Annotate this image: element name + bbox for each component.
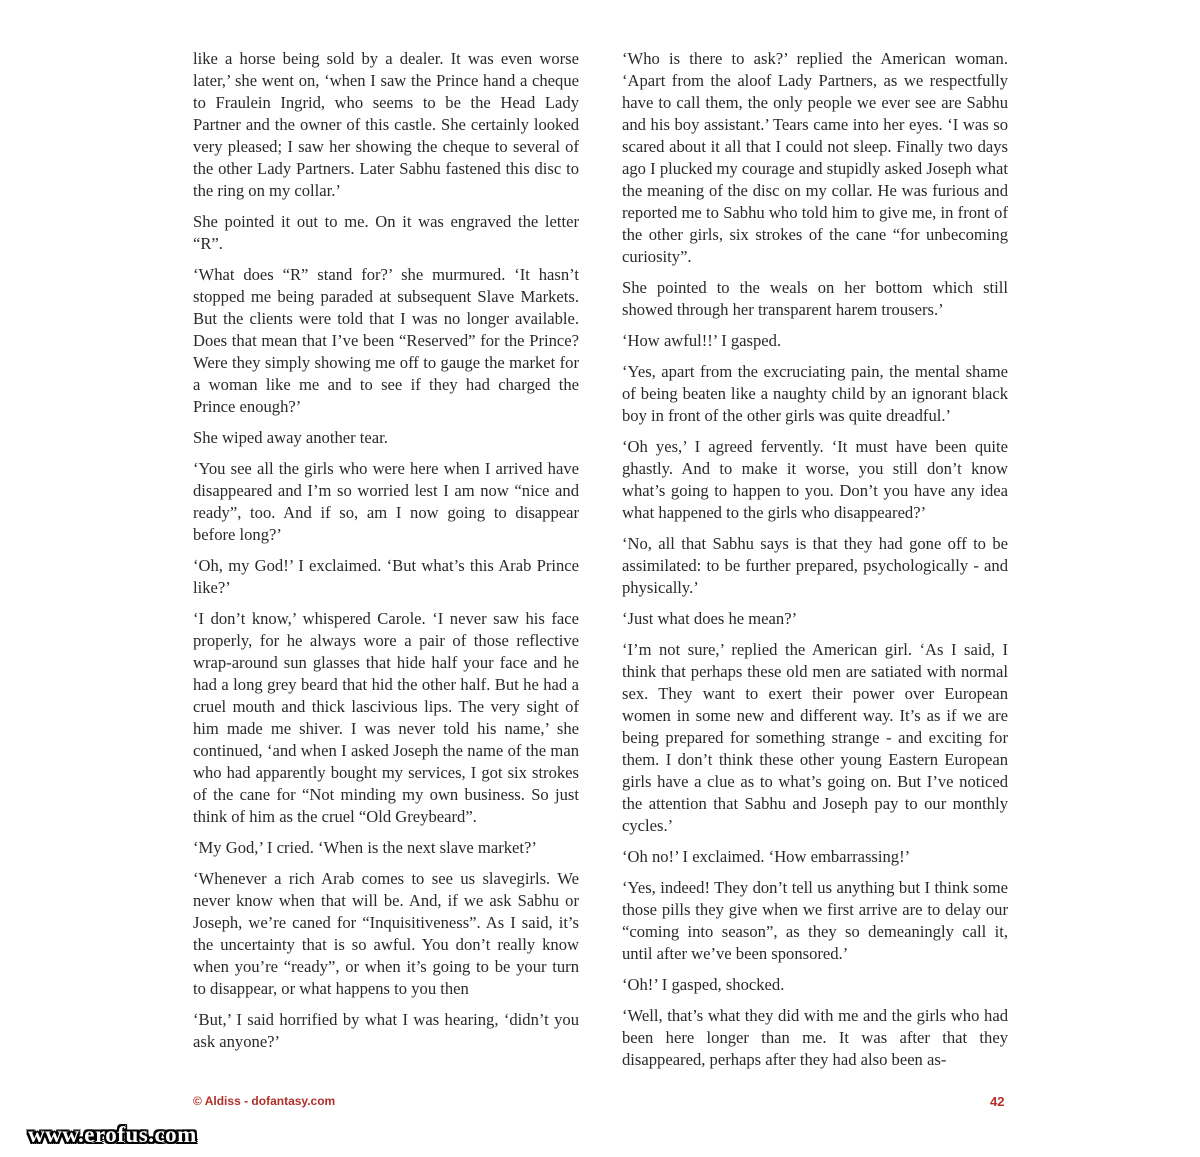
paragraph: She wiped away another tear.	[193, 428, 388, 447]
paragraph: ‘Yes, apart from the excruciating pain, the mental shame of being beaten like a naughty child by an ignorant black boy in front of the other girls was quite dreadful.’	[622, 362, 1008, 425]
paragraph: ‘My God,’ I cried. ‘When is the next slave market?’	[193, 838, 537, 857]
paragraph: like a horse being sold by a dealer. It was even worse later,’ she went on, ‘when I saw the Prince hand a cheque to Fraulein Ingrid, who seems to be the Head Lady Partner and the owner of this castle. She certainly looked very pleased; I saw her showing the cheque to several of the other Lady Partners. Later Sabhu fastened this disc to the ring on my collar.’	[193, 49, 579, 200]
paragraph: She pointed to the weals on her bottom which still showed through her transparent harem trousers.’	[622, 278, 1008, 319]
paragraph: ‘Whenever a rich Arab comes to see us slavegirls. We never know when that will be. And, if we ask Sabhu or Joseph, we’re caned for “Inquisitiveness”. As I said, it’s the uncertainty that is so awful. You don’t really know when you’re “ready”, or when it’s going to be your turn to disappear, or what happens to you then	[193, 869, 579, 998]
paragraph: ‘But,’ I said horrified by what I was hearing, ‘didn’t you ask anyone?’	[193, 1010, 579, 1051]
paragraph: ‘I don’t know,’ whispered Carole. ‘I never saw his face properly, for he always wore a pair of those reflective wrap-around sun glasses that hide half your face and he had a long grey beard that hid the other half. But he had a cruel mouth and thick lascivious lips. The very sight of him made me shiver. I was never told his name,’ she continued, ‘and when I asked Joseph the name of the man who had apparently bought my services, I got six strokes of the cane for “Not minding my own business. So just think of him as the cruel “Old Greybeard”.	[193, 609, 579, 826]
paragraph: ‘Just what does he mean?’	[622, 609, 798, 628]
paragraph: ‘I’m not sure,’ replied the American girl. ‘As I said, I think that perhaps these old men are satiated with normal sex. They want to exert their power over European women in some new and different way. It’s as if we are being prepared for something strange - and exciting for them. I don’t think these other young Eastern European girls have a clue as to what’s going on. But I’ve noticed the attention that Sabhu and Joseph pay to our monthly cycles.’	[622, 640, 1008, 835]
paragraph: ‘Oh!’ I gasped, shocked.	[622, 975, 785, 994]
paragraph: ‘Well, that’s what they did with me and the girls who had been here longer than me. It was after that they disappeared, perhaps after they had also been as-	[622, 1006, 1008, 1069]
watermark: www.erofus.com	[28, 1122, 197, 1147]
paragraph: ‘Oh no!’ I exclaimed. ‘How embarrassing!’	[622, 847, 911, 866]
left-column	[193, 48, 579, 1053]
right-column	[622, 48, 1008, 1071]
paragraph: ‘What does “R” stand for?’ she murmured. ‘It hasn’t stopped me being paraded at subsequent Slave Markets. But the clients were told that I was no longer available. Does that mean that I’ve been “Reserved” for the Prince? Were they simply showing me off to gauge the market for a woman like me and to see if they had charged the Prince enough?’	[193, 265, 579, 416]
paragraph: ‘You see all the girls who were here when I arrived have disappeared and I’m so worried lest I am now “nice and ready”, too. And if so, am I now going to disappear before long?’	[193, 459, 579, 544]
footer-copyright: © Aldiss - dofantasy.com	[193, 1094, 336, 1108]
paragraph: ‘No, all that Sabhu says is that they had gone off to be assimilated: to be further prepared, psychologically - and physically.’	[622, 534, 1008, 597]
paragraph: ‘Oh yes,’ I agreed fervently. ‘It must have been quite ghastly. And to make it worse, you still don’t know what’s going to happen to you. Don’t you have any idea what happened to the girls who disappeared?’	[622, 437, 1008, 522]
page-number: 42	[990, 1094, 1005, 1109]
paragraph: ‘Oh, my God!’ I exclaimed. ‘But what’s this Arab Prince like?’	[193, 556, 579, 597]
paragraph: ‘Yes, indeed! They don’t tell us anything but I think some those pills they give when we first arrive are to delay our “coming into season”, as they so demeaningly call it, until after we’ve been sponsored.’	[622, 878, 1008, 963]
paragraph: She pointed it out to me. On it was engraved the letter “R”.	[193, 212, 579, 253]
paragraph: ‘Who is there to ask?’ replied the American woman. ‘Apart from the aloof Lady Partners, as we respectfully have to call them, the only people we ever see are Sabhu and his boy assistant.’ Tears came into her eyes. ‘I was so scared about it all that I could not sleep. Finally two days ago I plucked my courage and stupidly asked Joseph what the meaning of the disc on my collar. He was furious and reported me to Sabhu who told him to give me, in front of the other girls, six strokes of the cane “for unbecoming curiosity”.	[622, 49, 1008, 266]
paragraph: ‘How awful!!’ I gasped.	[622, 331, 782, 350]
